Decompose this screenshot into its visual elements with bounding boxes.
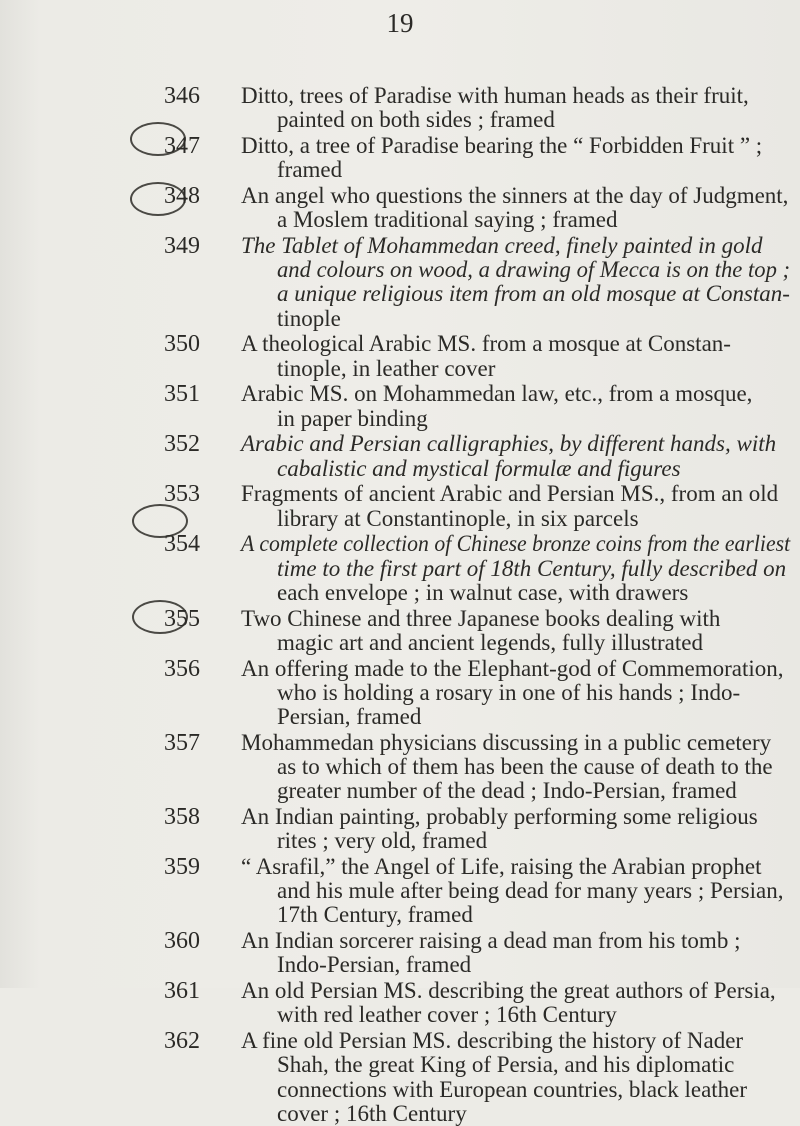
lot-number: 351 — [164, 381, 200, 408]
lot-text: Indo-Persian, framed — [277, 952, 472, 978]
lot-text: a unique religious item from an old mosque at Constan- — [277, 281, 790, 307]
lot-text: connections with European countries, black leather — [277, 1076, 748, 1102]
lot-text: in paper binding — [277, 405, 428, 431]
lot-number: 347 — [164, 133, 200, 159]
lot-text: Fragments of ancient Arabic and Persian MS., from an old — [241, 481, 779, 507]
lot-text: who is holding a rosary in one of his hands ; Indo- — [277, 679, 741, 705]
lot-text: cabalistic and mystical formulæ and figures — [277, 455, 681, 481]
lot-text: An Indian sorcerer raising a dead man from his tomb ; — [241, 928, 741, 954]
lot-text: cover ; 16th Century — [277, 1100, 467, 1126]
lot-number: 362 — [164, 1028, 200, 1055]
lot-text: each envelope ; in walnut case, with drawers — [277, 579, 689, 605]
lot-number: 360 — [164, 928, 200, 955]
lot-number: 361 — [164, 978, 200, 1005]
lot-number: 346 — [164, 83, 200, 109]
lot-text: tinople, in leather cover — [277, 355, 496, 381]
page-number: 19 — [386, 8, 414, 38]
lot-text: and colours on wood, a drawing of Mecca is on the top ; — [277, 257, 791, 283]
lot-text: Arabic MS. on Mohammedan law, etc., from a mosque, — [241, 381, 753, 407]
lot-text: Two Chinese and three Japanese books dealing with — [241, 605, 721, 631]
lot-text: An Indian painting, probably performing some religious — [241, 804, 758, 829]
lot-text: 17th Century, framed — [277, 902, 473, 928]
lot-text: Ditto, a tree of Paradise bearing the “ Forbidden Fruit ” ; — [241, 133, 763, 158]
lot-text: and his mule after being dead for many years ; Persian, — [277, 878, 784, 904]
lot-text: Ditto, trees of Paradise with human heads as their fruit, — [241, 83, 749, 108]
lot-text: Persian, framed — [277, 703, 422, 729]
lot-number: 348 — [164, 183, 200, 209]
lot-text: magic art and ancient legends, fully illustrated — [277, 629, 703, 655]
lot-number: 353 — [164, 481, 200, 508]
lot-text: A theological Arabic MS. from a mosque at Constan- — [241, 331, 731, 357]
lot-text: tinople — [277, 305, 341, 331]
lot-number: 352 — [164, 431, 200, 458]
lot-text: An old Persian MS. describing the great authors of Persia, — [241, 978, 776, 1004]
lot-number: 349 — [164, 233, 200, 259]
lot-number: 355 — [164, 605, 200, 632]
lot-number: 354 — [164, 531, 200, 558]
lot-text: framed — [277, 157, 343, 183]
lot-text: Arabic and Persian calligraphies, by different hands, with — [241, 431, 777, 457]
lot-text: “ Asrafil,” the Angel of Life, raising the Arabian prophet — [241, 854, 762, 879]
lot-text: with red leather cover ; 16th Century — [277, 1002, 617, 1028]
lot-number: 359 — [164, 854, 200, 880]
lot-text: Mohammedan physicians discussing in a public cemetery — [241, 729, 772, 755]
lot-number: 356 — [164, 655, 200, 682]
lot-text: Shah, the great King of Persia, and his diplomatic — [277, 1052, 735, 1078]
lot-text: a Moslem traditional saying ; framed — [277, 207, 618, 233]
lot-text: painted on both sides ; framed — [277, 107, 555, 133]
lot-text: An offering made to the Elephant-god of Commemoration, — [241, 655, 784, 681]
lot-text: rites ; very old, framed — [277, 828, 488, 854]
lot-number: 350 — [164, 331, 200, 358]
lot-number: 358 — [164, 804, 200, 830]
lot-text: greater number of the dead ; Indo-Persian, framed — [277, 778, 737, 804]
lot-text: A complete collection of Chinese bronze coins from the earliest — [241, 531, 791, 557]
lot-text: as to which of them has been the cause of death to the — [277, 753, 773, 779]
lot-text: An angel who questions the sinners at the day of Judgment, — [241, 183, 789, 208]
lot-text: time to the first part of 18th Century, fully described on — [277, 555, 787, 581]
lot-number: 357 — [164, 729, 200, 756]
lot-text: The Tablet of Mohammedan creed, finely painted in gold — [241, 233, 763, 258]
lot-text: A fine old Persian MS. describing the history of Nader — [241, 1028, 744, 1054]
lot-text: library at Constantinople, in six parcels — [277, 505, 639, 531]
